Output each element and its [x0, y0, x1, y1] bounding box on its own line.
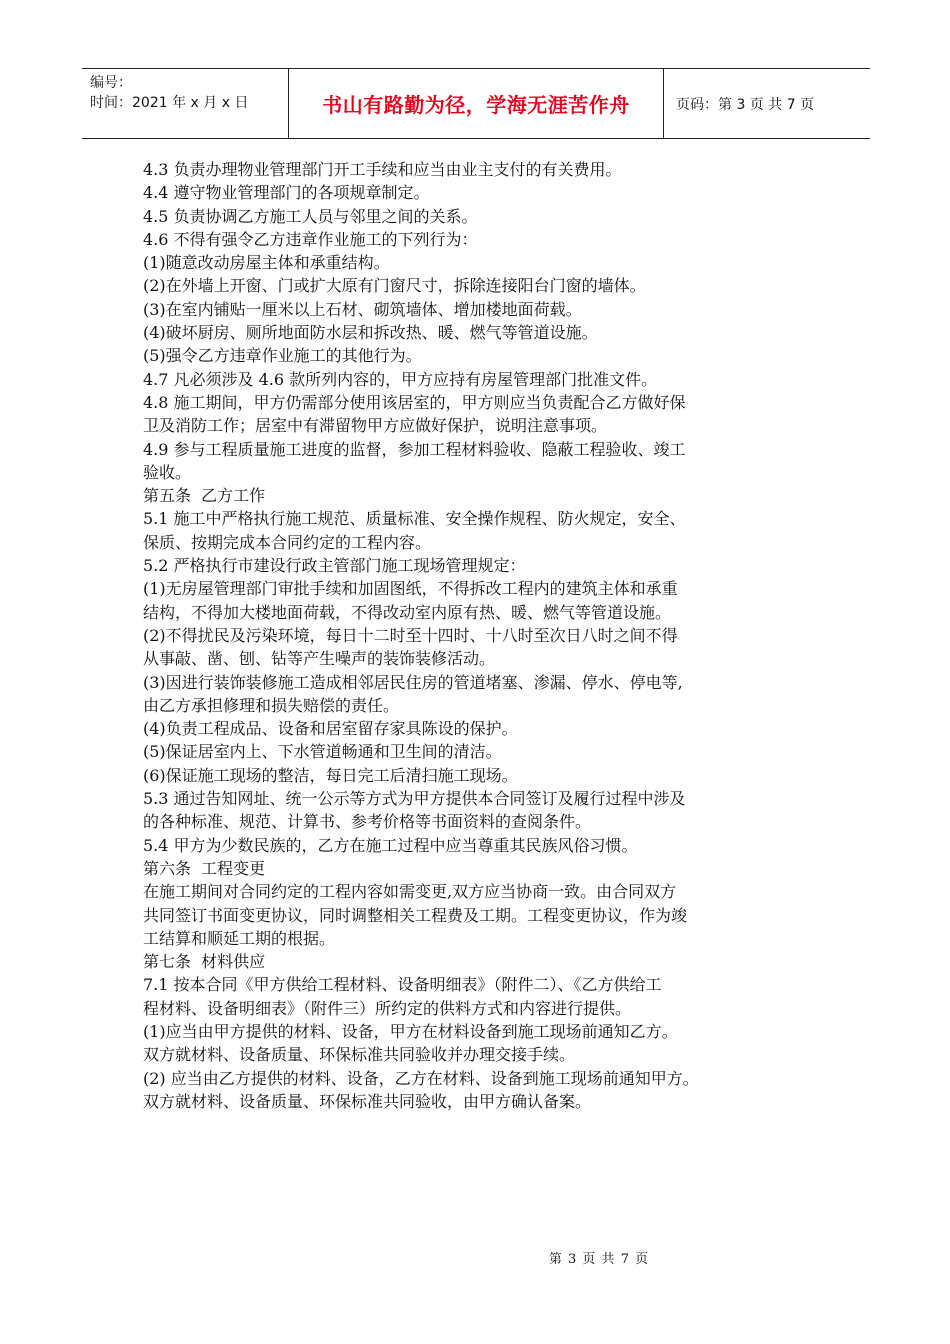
- body-line: 4.7 凡必须涉及 4.6 款所列内容的，甲方应持有房屋管理部门批准文件。: [143, 369, 658, 389]
- body-line: 的各种标准、规范、计算书、参考价格等书面资料的查阅条件。: [143, 812, 592, 832]
- page-header: [82, 68, 870, 139]
- body-line: 在施工期间对合同约定的工程内容如需变更,双方应当协商一致。由合同双方: [143, 882, 677, 902]
- body-line: 5.3 通过告知网址、统一公示等方式为甲方提供本合同签订及履行过程中涉及: [143, 789, 686, 809]
- body-line: 双方就材料、设备质量、环保标准共同验收，由甲方确认备案。: [143, 1091, 592, 1111]
- section-heading: 第七条 材料供应: [143, 952, 266, 972]
- body-line: (2) 应当由乙方提供的材料、设备，乙方在材料、设备到施工现场前通知甲方。: [143, 1068, 699, 1088]
- body-line: 4.6 不得有强令乙方违章作业施工的下列行为：: [143, 229, 478, 249]
- body-line: (4)负责工程成品、设备和居室留存家具陈设的保护。: [143, 719, 518, 739]
- body-line: 验收。: [143, 462, 192, 482]
- body-line: 从事敲、凿、刨、钻等产生噪声的装饰装修活动。: [143, 649, 496, 669]
- body-line: 双方就材料、设备质量、环保标准共同验收并办理交接手续。: [143, 1045, 576, 1065]
- body-line: (2)不得扰民及污染环境，每日十二时至十四时、十八时至次日八时之间不得: [143, 625, 678, 645]
- body-line: 4.5 负责协调乙方施工人员与邻里之间的关系。: [143, 206, 478, 226]
- document-body: [143, 158, 809, 1113]
- header-motto: 书山有路勤为径，学海无涯苦作舟: [289, 69, 664, 138]
- body-line: (1)无房屋管理部门审批手续和加固图纸，不得拆改工程内的建筑主体和承重: [143, 579, 678, 599]
- body-line: 工结算和顺延工期的根据。: [143, 928, 336, 948]
- body-line: 卫及消防工作；居室中有滞留物甲方应做好保护，说明注意事项。: [143, 416, 608, 436]
- doc-number-label: 编号：: [90, 75, 132, 91]
- body-line: (3)因进行装饰装修施工造成相邻居民住房的管道堵塞、渗漏、停水、停电等,: [143, 672, 683, 692]
- body-line: 程材料、设备明细表》（附件三）所约定的供料方式和内容进行提供。: [143, 998, 632, 1018]
- header-meta: [82, 69, 289, 138]
- body-line: (1)应当由甲方提供的材料、设备，甲方在材料设备到施工现场前通知乙方。: [143, 1021, 678, 1041]
- body-line: (2)在外墙上开窗、门或扩大原有门窗尺寸，拆除连接阳台门窗的墙体。: [143, 276, 646, 296]
- body-line: 4.9 参与工程质量施工进度的监督，参加工程材料验收、隐蔽工程验收、竣工: [143, 439, 686, 459]
- body-line: 4.4 遵守物业管理部门的各项规章制定。: [143, 183, 430, 203]
- body-line: (3)在室内铺贴一厘米以上石材、砌筑墙体、增加楼地面荷载。: [143, 299, 582, 319]
- body-line: 保质、按期完成本合同约定的工程内容。: [143, 532, 432, 552]
- section-heading: 第六条 工程变更: [143, 858, 266, 878]
- body-line: (6)保证施工现场的整洁，每日完工后清扫施工现场。: [143, 765, 518, 785]
- body-line: (5)保证居室内上、下水管道畅通和卫生间的清洁。: [143, 742, 502, 762]
- body-line: 4.3 负责办理物业管理部门开工手续和应当由业主支付的有关费用。: [143, 160, 622, 179]
- body-line: (4)破坏厨房、厕所地面防水层和拆改热、暖、燃气等管道设施。: [143, 323, 598, 343]
- section-heading: 第五条 乙方工作: [143, 486, 266, 506]
- body-line: 4.8 施工期间，甲方仍需部分使用该居室的，甲方则应当负责配合乙方做好保: [143, 392, 686, 412]
- body-line: 结构，不得加大楼地面荷载，不得改动室内原有热、暖、燃气等管道设施。: [143, 602, 672, 622]
- header-page-info: 页码：第 3 页 共 7 页: [676, 96, 815, 113]
- body-line: 5.1 施工中严格执行施工规范、质量标准、安全操作规程、防火规定，安全、: [143, 509, 686, 529]
- body-line: (1)随意改动房屋主体和承重结构。: [143, 253, 390, 273]
- body-line: (5)强令乙方违章作业施工的其他行为。: [143, 346, 422, 366]
- body-line: 由乙方承担修理和损失赔偿的责任。: [143, 695, 400, 715]
- body-line: 5.2 严格执行市建设行政主管部门施工现场管理规定：: [143, 556, 526, 576]
- doc-date-label: 时间：2021 年 x 月 x 日: [90, 95, 249, 111]
- body-line: 5.4 甲方为少数民族的，乙方在施工过程中应当尊重其民族风俗习惯。: [143, 835, 638, 855]
- body-line: 共同签订书面变更协议，同时调整相关工程费及工期。工程变更协议，作为竣: [143, 905, 688, 925]
- page-footer: 第 3 页 共 7 页: [548, 1252, 650, 1267]
- body-line: 7.1 按本合同《甲方供给工程材料、设备明细表》（附件二）、《乙方供给工: [143, 975, 662, 995]
